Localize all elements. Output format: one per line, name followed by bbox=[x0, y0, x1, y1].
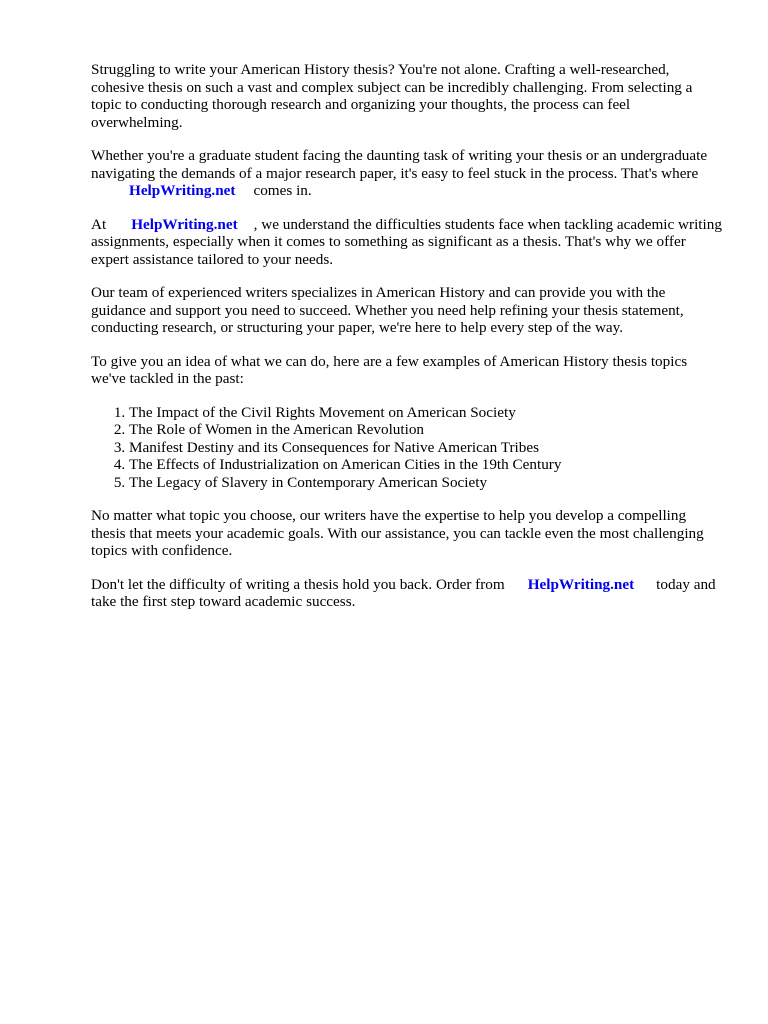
service-paragraph bbox=[91, 216, 723, 269]
expertise-paragraph: No matter what topic you choose, our writers have the expertise to help you develop a compelling thesis that meets your academic goals. With our assistance, you can tackle even the most challenging topics with confidence. bbox=[91, 507, 704, 559]
list-item: 2. The Role of Women in the American Revolution bbox=[129, 421, 723, 439]
student-paragraph bbox=[91, 147, 723, 200]
team-paragraph: Our team of experienced writers specializes in American History and can provide you with the guidance and support you need to succeed. Whether you need help refining your thesis statement, conducting research, or structuring your paper, we're here to help every step of the way. bbox=[91, 284, 684, 336]
list-item: 3. Manifest Destiny and its Consequences for Native American Tribes bbox=[129, 439, 723, 457]
closing-paragraph bbox=[91, 576, 723, 611]
closing-paragraph-text: Don't let the difficulty of writing a thesis hold you back. Order from bbox=[91, 575, 505, 593]
service-paragraph-start: At bbox=[91, 215, 107, 233]
student-paragraph-end: comes in. bbox=[253, 182, 312, 199]
document-body bbox=[91, 61, 723, 627]
list-item: 1. The Impact of the Civil Rights Movement on American Society bbox=[129, 404, 723, 422]
helpwriting-link-3[interactable]: HelpWriting.net bbox=[527, 575, 635, 593]
helpwriting-link-2[interactable]: HelpWriting.net bbox=[131, 215, 238, 233]
closing-paragraph-end: today and take the first step toward academic success. bbox=[91, 575, 716, 610]
list-item: 4. The Effects of Industrialization on American Cities in the 19th Century bbox=[129, 456, 723, 474]
helpwriting-link-1[interactable]: HelpWriting.net bbox=[129, 182, 236, 199]
student-paragraph-text: Whether you're a graduate student facing the daunting task of writing your thesis or an undergraduate navigating the demands of a major research paper, it's easy to feel stuck in the process. That's where bbox=[91, 147, 708, 182]
intro-paragraph: Struggling to write your American History thesis? You're not alone. Crafting a well-researched, cohesive thesis on such a vast and complex subject can be incredibly challenging. From selecting a topic to conducting thorough research and organizing your thoughts, the process can feel overwhelming. bbox=[91, 61, 693, 131]
service-paragraph-text: , we understand the difficulties students face when tackling academic writing assignments, especially when it comes to something as significant as a thesis. That's why we offer expert assistance tailored to your needs. bbox=[91, 215, 722, 268]
topics-list bbox=[91, 404, 723, 492]
examples-intro-paragraph: To give you an idea of what we can do, here are a few examples of American History thesis topics we've tackled in the past: bbox=[91, 352, 688, 387]
list-item: 5. The Legacy of Slavery in Contemporary American Society bbox=[129, 474, 723, 492]
